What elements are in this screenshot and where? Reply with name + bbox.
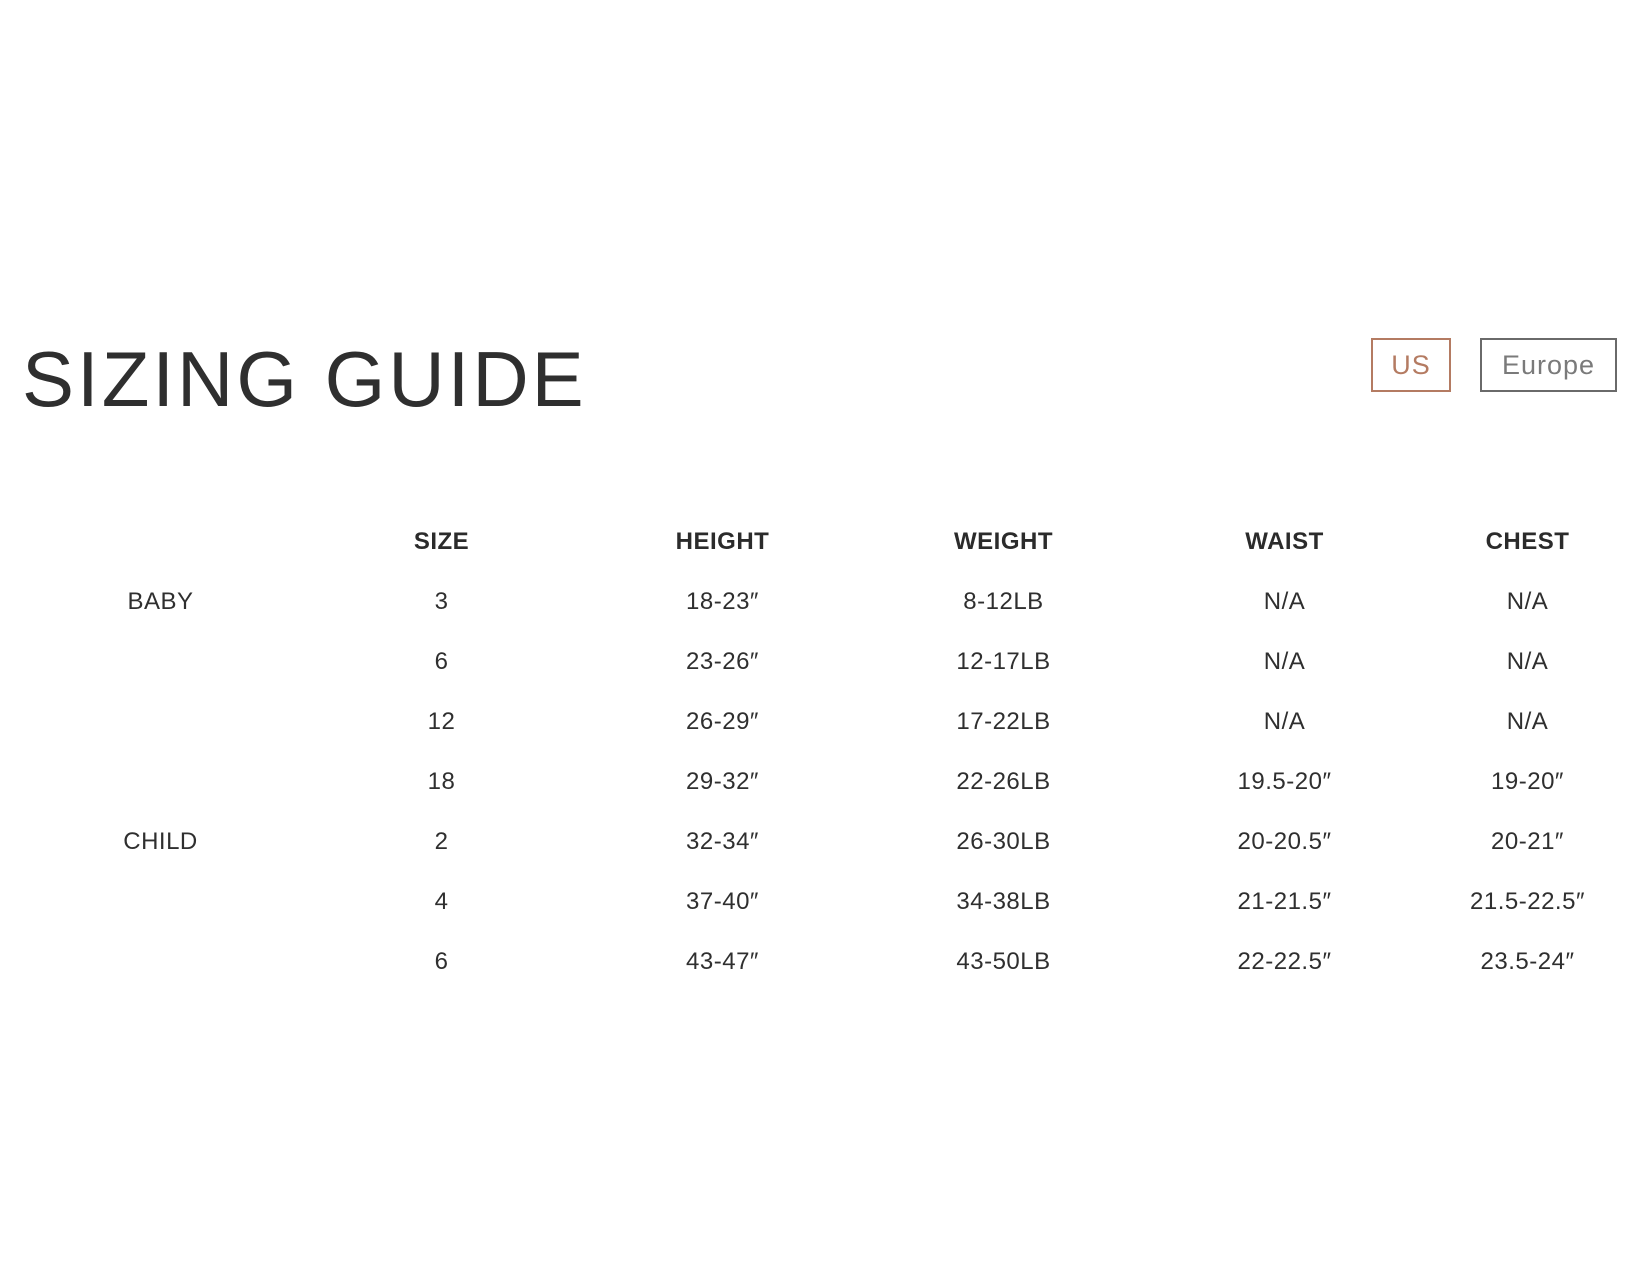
cell-height: 29-32″ bbox=[686, 768, 759, 795]
cell-height: 23-26″ bbox=[686, 648, 759, 675]
table-header-row bbox=[20, 512, 1630, 572]
table-row bbox=[20, 692, 1630, 752]
cell-weight: 22-26LB bbox=[956, 768, 1051, 795]
cell-group bbox=[20, 872, 301, 932]
cell-height: 32-34″ bbox=[686, 828, 759, 855]
cell-size: 3 bbox=[434, 588, 449, 615]
cell-size: 4 bbox=[434, 888, 449, 915]
cell-chest: N/A bbox=[1506, 708, 1549, 735]
cell-waist: 20-20.5″ bbox=[1237, 828, 1332, 855]
table-row bbox=[20, 812, 1630, 872]
header-size: SIZE bbox=[413, 528, 470, 555]
cell-chest: 23.5-24″ bbox=[1480, 948, 1575, 975]
cell-waist: 22-22.5″ bbox=[1237, 948, 1332, 975]
unit-us-button[interactable]: US bbox=[1371, 338, 1451, 392]
cell-chest: 19-20″ bbox=[1491, 768, 1564, 795]
cell-height: 37-40″ bbox=[686, 888, 759, 915]
table-row bbox=[20, 572, 1630, 632]
table-row bbox=[20, 632, 1630, 692]
table-row bbox=[20, 872, 1630, 932]
cell-waist: 19.5-20″ bbox=[1237, 768, 1332, 795]
cell-size: 2 bbox=[434, 828, 449, 855]
cell-group: CHILD bbox=[123, 828, 198, 855]
cell-height: 43-47″ bbox=[686, 948, 759, 975]
cell-group bbox=[20, 752, 301, 812]
cell-size: 6 bbox=[434, 948, 449, 975]
cell-chest: N/A bbox=[1506, 648, 1549, 675]
cell-chest: 21.5-22.5″ bbox=[1470, 888, 1585, 915]
cell-height: 18-23″ bbox=[686, 588, 759, 615]
cell-size: 6 bbox=[434, 648, 449, 675]
cell-weight: 26-30LB bbox=[956, 828, 1051, 855]
cell-chest: N/A bbox=[1506, 588, 1549, 615]
header-height: HEIGHT bbox=[675, 528, 770, 555]
cell-weight: 34-38LB bbox=[956, 888, 1051, 915]
header-waist: WAIST bbox=[1245, 528, 1324, 555]
cell-chest: 20-21″ bbox=[1491, 828, 1564, 855]
header-chest: CHEST bbox=[1485, 528, 1570, 555]
cell-weight: 43-50LB bbox=[956, 948, 1051, 975]
sizing-table bbox=[20, 512, 1630, 992]
cell-weight: 8-12LB bbox=[963, 588, 1044, 615]
cell-height: 26-29″ bbox=[686, 708, 759, 735]
cell-group bbox=[20, 632, 301, 692]
unit-europe-button[interactable]: Europe bbox=[1480, 338, 1617, 392]
cell-weight: 17-22LB bbox=[956, 708, 1051, 735]
cell-weight: 12-17LB bbox=[956, 648, 1051, 675]
cell-group bbox=[20, 692, 301, 752]
table-row bbox=[20, 752, 1630, 812]
cell-size: 12 bbox=[427, 708, 456, 735]
table-row bbox=[20, 932, 1630, 992]
cell-waist: N/A bbox=[1263, 588, 1306, 615]
header-group bbox=[20, 512, 301, 572]
cell-size: 18 bbox=[427, 768, 456, 795]
cell-group bbox=[20, 932, 301, 992]
cell-group: BABY bbox=[127, 588, 194, 615]
page-title: SIZING GUIDE bbox=[22, 335, 587, 423]
cell-waist: N/A bbox=[1263, 708, 1306, 735]
cell-waist: 21-21.5″ bbox=[1237, 888, 1332, 915]
cell-waist: N/A bbox=[1263, 648, 1306, 675]
header-weight: WEIGHT bbox=[954, 528, 1053, 555]
